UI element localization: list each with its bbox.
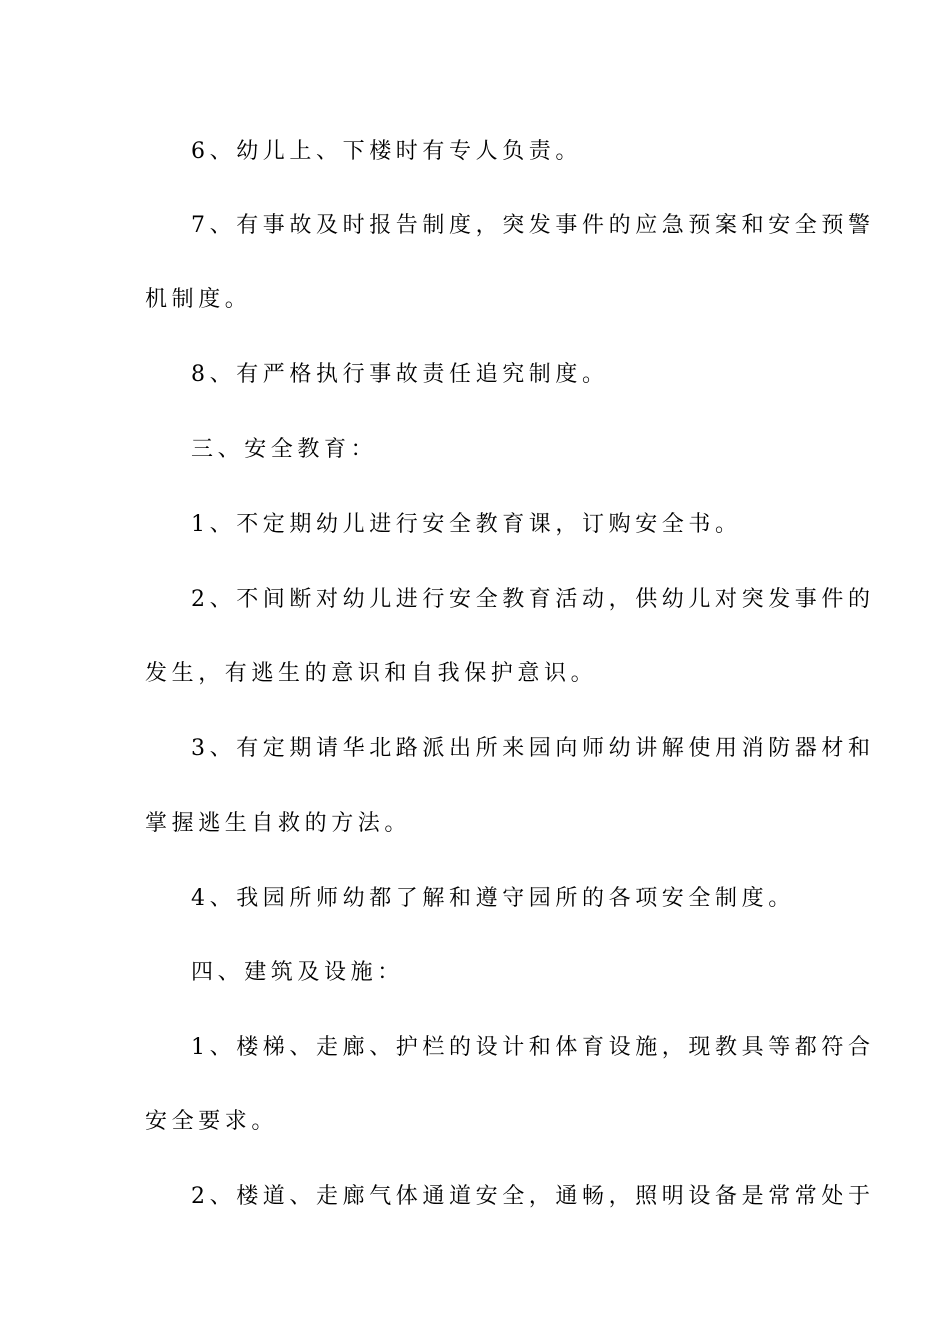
paragraph-line: 机制度。 — [145, 287, 252, 312]
paragraph-line: 2、不间断对幼儿进行安全教育活动，供幼儿对突发事件的 — [191, 587, 875, 612]
paragraph-line: 1、不定期幼儿进行安全教育课，订购安全书。 — [191, 512, 742, 537]
section-heading: 三、安全教育： — [191, 437, 378, 462]
paragraph-line: 7、有事故及时报告制度，突发事件的应急预案和安全预警 — [191, 213, 875, 238]
paragraph-line: 4、我园所师幼都了解和遵守园所的各项安全制度。 — [191, 886, 795, 911]
paragraph-line: 8、有严格执行事故责任追究制度。 — [191, 362, 609, 387]
paragraph-line: 2、楼道、走廊气体通道安全，通畅，照明设备是常常处于 — [191, 1184, 875, 1209]
section-heading: 四、建筑及设施： — [191, 960, 404, 985]
paragraph-line: 1、楼梯、走廊、护栏的设计和体育设施，现教具等都符合 — [191, 1035, 875, 1060]
paragraph-line: 6、幼儿上、下楼时有专人负责。 — [191, 139, 582, 164]
paragraph-line: 安全要求。 — [145, 1109, 279, 1134]
paragraph-line: 发生，有逃生的意识和自我保护意识。 — [145, 661, 598, 686]
paragraph-line: 掌握逃生自救的方法。 — [145, 811, 412, 836]
paragraph-line: 3、有定期请华北路派出所来园向师幼讲解使用消防器材和 — [191, 736, 875, 761]
